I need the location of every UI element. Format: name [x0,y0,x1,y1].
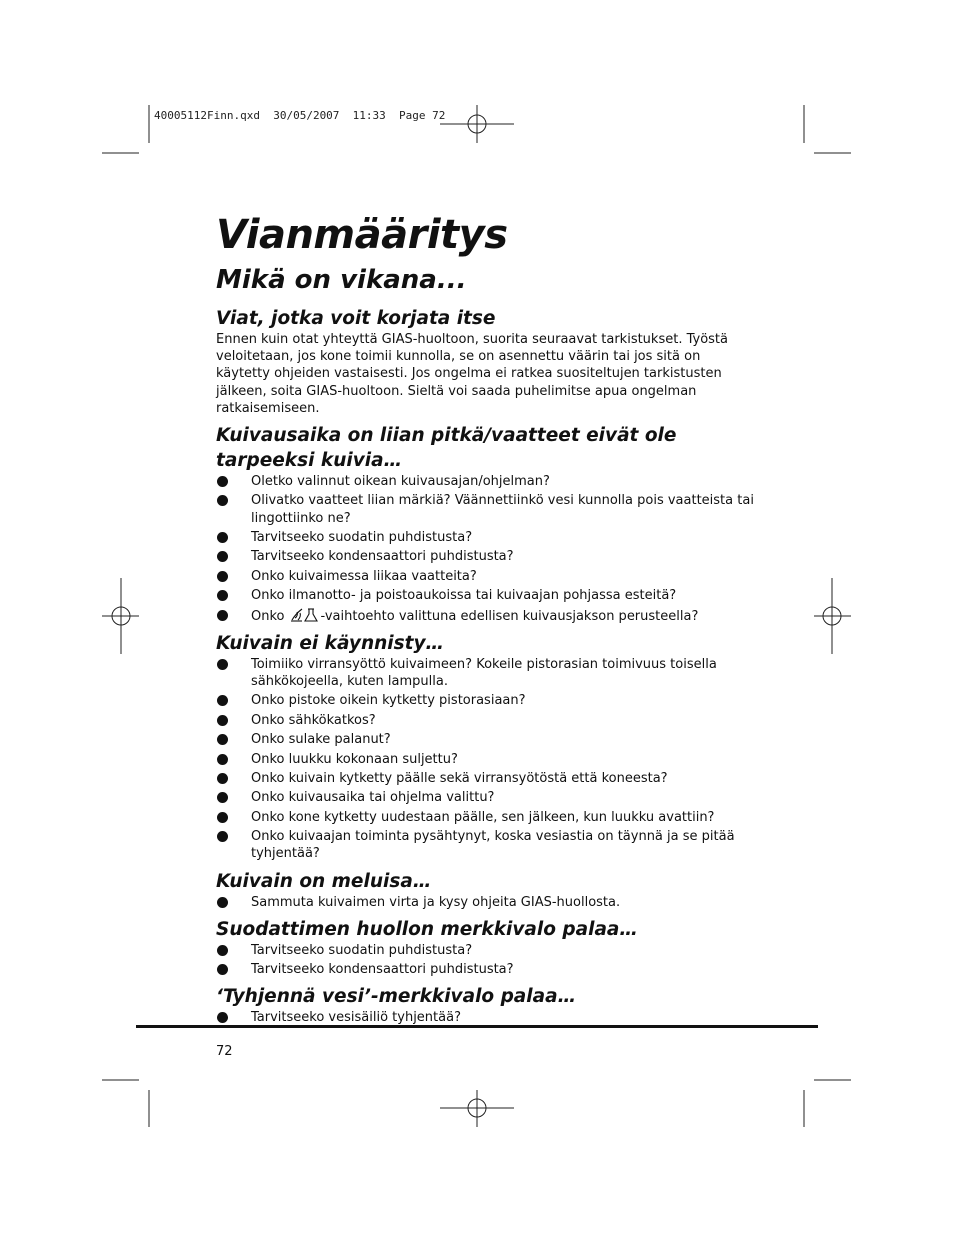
bullet-icon [217,792,228,803]
section-empty-water-light [216,984,756,1026]
print-slug: 40005112Finn.qxd 30/05/2007 11:33 Page 72 [154,109,446,122]
section-does-not-start [216,631,756,863]
list-item: Onko sulake palanut? [216,731,756,748]
bullet-icon [217,897,228,908]
section-heading: ‘Tyhjennä vesi’-merkkivalo palaa… [216,986,577,1008]
list-item: Tarvitseeko vesisäiliö tyhjentää? [216,1009,756,1026]
list-item: Onko -vaihtoehto valittuna edellisen kuivausjakson perusteella? [216,607,756,625]
intro-paragraph: Ennen kuin otat yhteyttä GIAS-huoltoon, suorita seuraavat tarkistukset. Työstä veloitetaan, jos kone toimii kunnolla, se on asennettu väärin tai jos sitä on käytetty ohjeiden vastaisesti. Jos ongelma ei ratkea suositeltujen tarkistusten jälkeen, soita GIAS-huoltoon. Sieltä voi saada puhelimitse apua ongelman ratkaisemiseen. [216,332,728,416]
list-item: Olivatko vaatteet liian märkiä? Väännettiinkö vesi kunnolla pois vaatteista tai lingottiinko ne? [216,492,756,526]
bullet-icon [217,476,228,487]
section-heading: Kuivain ei käynnisty… [216,632,445,654]
drying-option-icon [289,607,319,623]
bullet-icon [217,659,228,670]
section-noisy [216,869,756,911]
intro-heading: Viat, jotka voit korjata itse [216,308,496,329]
list-item: Oletko valinnut oikean kuivausajan/ohjelman? [216,473,756,490]
page-subtitle: Mikä on vikana... [216,265,467,295]
list-item: Tarvitseeko kondensaattori puhdistusta? [216,548,756,565]
list-item: Onko kuivaajan toiminta pysähtynyt, koska vesiastia on täynnä ja se pitää tyhjentää? [216,828,756,862]
footer-rule [136,1025,818,1028]
section-filter-light [216,917,756,979]
list-item: Onko pistoke oikein kytketty pistorasiaan? [216,692,756,709]
list-item: Onko kone kytketty uudestaan päälle, sen jälkeen, kun luukku avattiin? [216,809,756,826]
list-item: Onko kuivain kytketty päälle sekä virransyötöstä että koneesta? [216,770,756,787]
page-number: 72 [216,1044,233,1059]
list-item: Onko luukku kokonaan suljettu? [216,751,756,768]
bullet-icon [217,532,228,543]
bullet-icon [217,1012,228,1023]
checklist [216,894,756,911]
list-item: Sammuta kuivaimen virta ja kysy ohjeita GIAS-huollosta. [216,894,756,911]
list-item: Onko kuivausaika tai ohjelma valittu? [216,789,756,806]
bullet-icon [217,734,228,745]
list-item: Onko ilmanotto- ja poistoaukoissa tai kuivaajan pohjassa esteitä? [216,587,756,604]
section-heading: Kuivain on meluisa… [216,870,432,892]
bullet-icon [217,945,228,956]
section-drying-time [216,423,756,625]
troubleshooting-body [216,306,756,1029]
list-item: Tarvitseeko suodatin puhdistusta? [216,942,756,959]
bullet-icon [217,495,228,506]
bullet-icon [217,571,228,582]
bullet-icon [217,590,228,601]
list-item: Onko sähkökatkos? [216,712,756,729]
list-item: Tarvitseeko kondensaattori puhdistusta? [216,961,756,978]
bullet-icon [217,695,228,706]
bullet-icon [217,551,228,562]
section-heading: Suodattimen huollon merkkivalo palaa… [216,918,638,940]
bullet-icon [217,812,228,823]
section-heading: Kuivausaika on liian pitkä/vaatteet eivät ole tarpeeksi kuivia… [216,425,677,472]
list-item: Onko kuivaimessa liikaa vaatteita? [216,568,756,585]
bullet-icon [217,773,228,784]
list-item: Tarvitseeko suodatin puhdistusta? [216,529,756,546]
checklist [216,656,756,863]
bullet-icon [217,715,228,726]
bullet-icon [217,610,228,621]
checklist [216,942,756,979]
bullet-icon [217,964,228,975]
bullet-icon [217,831,228,842]
checklist [216,1009,756,1026]
list-item: Toimiiko virransyöttö kuivaimeen? Kokeile pistorasian toimivuus toisella sähkökojeella, kuten lampulla. [216,656,756,690]
bullet-icon [217,754,228,765]
page-title: Vianmääritys [216,212,508,258]
checklist [216,473,756,625]
